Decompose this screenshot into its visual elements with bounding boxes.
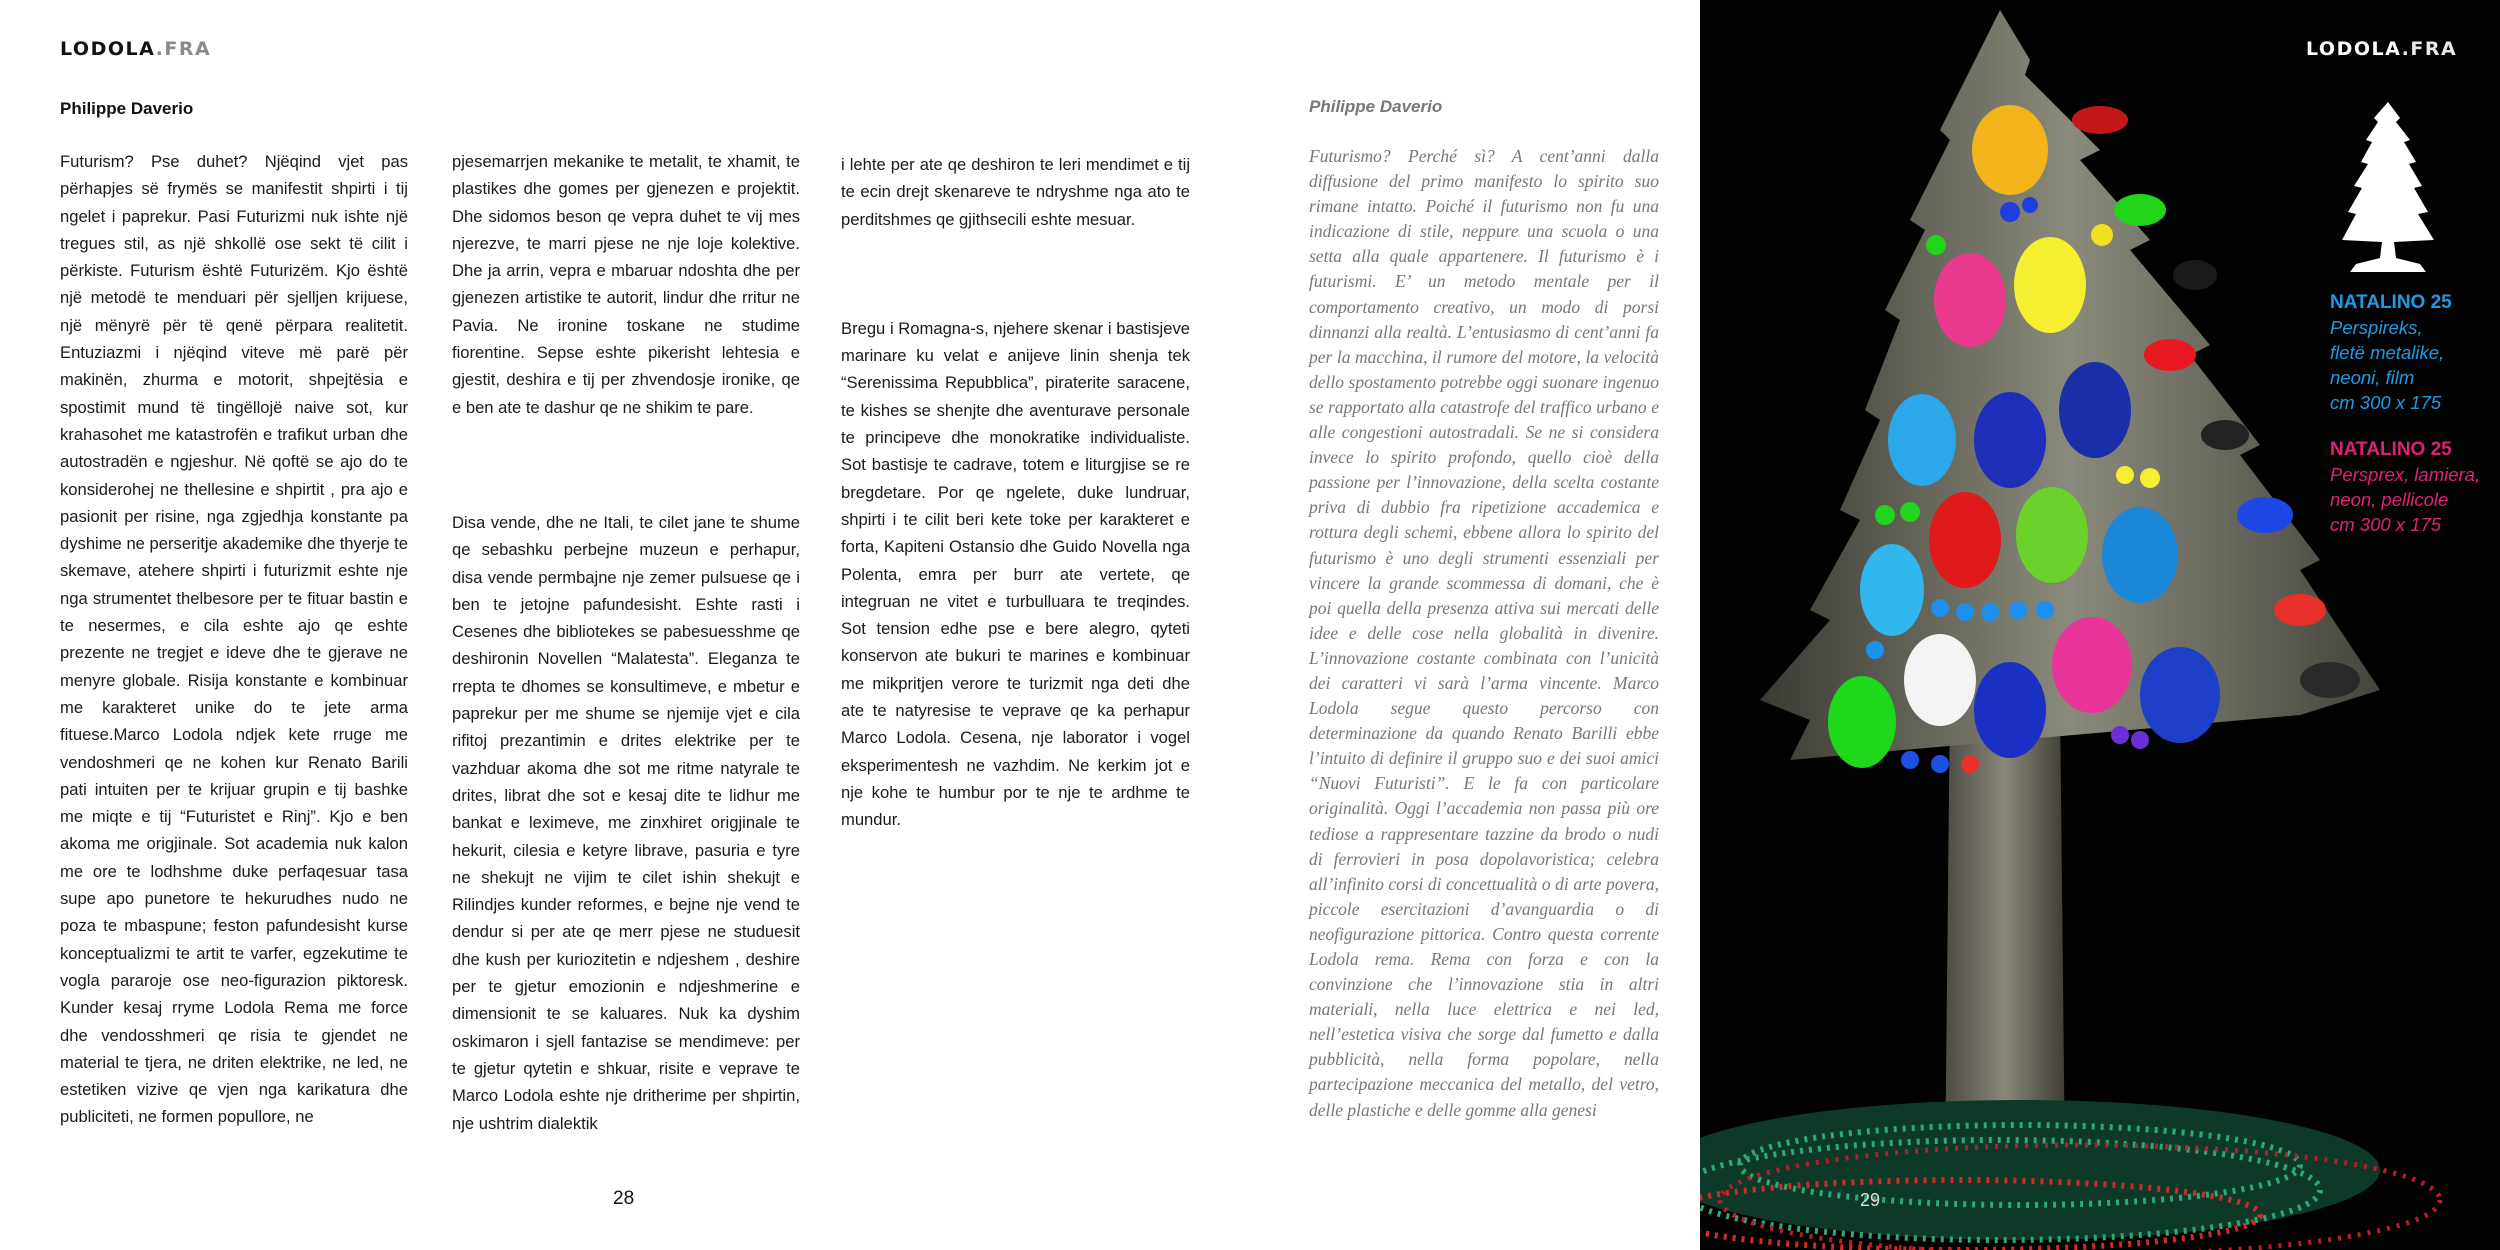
caption-line: cm 300 x 175 bbox=[2330, 514, 2442, 535]
paragraph: Disa vende, dhe ne Itali, te cilet jane te shume qe sebashku perbejne muzeun e perhapur, disa vende permbajne nje zemer pulsuese qe i ben te jetojne pafundesisht. Eshte rasti i Cesenes dhe bibliotekes se pabesuesshme qe deshironin Novellen “Malatesta”. Eleganza te rrepta te dhomes se konsultimeve, e mbetur e paprekur per me shume se njemije vjet e cila rifitoj prezantimin e drites elektrike per te vazhduar akoma dhe sot me ritme natyrale te drites, librat dhe sot e kesaj dite te lidhur me bankat e leximeve, me zinxhiret origjinale te hekurit, cilesia e ketyre librave, pasuria e tyre ne shekujt ne vijim te cilet ishin shekujt e Rilindjes kunder reformes, e bejne nje vend te dendur si per ate qe merr pjese ne studuesit dhe kush per kuriozitetin e ndjeshem , deshire per te gjetur emozionin e ndjeshmerine e dimensionit te se kaluares. Nuk ka dyshim oskimaron i sjell fantazise se mendimeve: per te gjetur qytetin e shkuar, risite e veprave te Marco Lodola eshte nje dritherime per shpirtin, nje ushtrim dialektik bbox=[452, 512, 800, 1133]
caption-line: fletë metalike, bbox=[2330, 342, 2445, 363]
brand-name: LODOLA bbox=[2306, 38, 2402, 60]
brand-logo-right bbox=[2306, 38, 2457, 60]
caption-line: Perspireks, bbox=[2330, 317, 2423, 338]
caption-line: neon, pellicole bbox=[2330, 489, 2449, 510]
caption-title: NATALINO 25 bbox=[2330, 439, 2452, 460]
author-name: Philippe Daverio bbox=[60, 99, 194, 118]
brand-suffix: .FRA bbox=[2401, 38, 2458, 60]
brand-name: LODOLA bbox=[60, 38, 156, 60]
author-name-italian: Philippe Daverio bbox=[1309, 97, 1443, 116]
brand-suffix: .FRA bbox=[155, 38, 212, 60]
paragraph: Futurismo? Perché sì? A cent’anni dalla diffusione del primo manifesto lo spirito suo rimane intatto. Poiché il futurismo non fu una indicazione di stile, neppure una scuola o una setta alla quale appartenere. Il futurismo è i futurismi. E’ un metodo mentale per il comportamento creativo, un modo di porsi dinnanzi alla realtà. L’entusiasmo di cent’anni fa per la macchina, il rumore del motore, la velocità dello spostamento potrebbe oggi suonare ingenuo se rapportato alla catastrofe del traffico urbano e alle congestioni autostradali. Se ne si considera invece lo spirito profondo, quello cioè della passione per l’innovazione, della scelta costante priva di dubbio fra ripetizione accademica e rottura degli schemi, ebbene allora lo spirito del futurismo è uno degli strumenti essenziali per vincere la grande scommessa di domani, che è poi quella della presenza attiva sui mercati delle idee e delle cose nella globalità in divenire. L’innovazione costante combinata con l’unicità dei caratteri vi sarà l’arma vincente. Marco Lodola segue questo percorso con determinazione da quando Renato Barilli ebbe l’intuito di definire il gruppo suo e dei suoi amici “Nuovi Futuristi”. E le fa con particolare originalità. Oggi l’accademia non passa più ore tediose a rappresentare tazzine da brodo o nudi di ferrovieri in posa dopolavoristica; celebra all’infinito corsi di concettualità o di arte povera, piccole esercitazioni d’avanguardia o di neofigurazione pittorica. Contro questa corrente Lodola rema. Rema con forza e con la convinzione che l’innovazione stia in altri materiali, nella luce elettrica e nei led, nell’estetica visiva che sorge dal fumetto e dalla pubblicità, nella forma popolare, nella partecipazione meccanica del metallo, del vetro, delle plastiche e delle gomme alla genesi bbox=[1309, 146, 1659, 1120]
paragraph: pjesemarrjen mekanike te metalit, te xhamit, te plastikes dhe gomes per gjenezen e projektit. Dhe sidomos beson qe vepra duhet te vij mes njerezve, te marri pjese ne nje loje kolektive. Dhe ja arrin, vepra e mbaruar ndoshta dhe per gjenezen artistike te autorit, lindur dhe rritur ne Pavia. Ne ironine toskane ne studime fiorentine. Sepse eshte pikerisht lehtesia e gjestit, deshira e tij per zhvendosje ironike, qe e ben ate te dashur qe ne shikim te pare. bbox=[452, 152, 800, 417]
paragraph: Futurism? Pse duhet? Njëqind vjet pas përhapjes së frymës se manifestit shpirti i tij ngelet i paprekur. Pasi Futurizmi nuk ishte një tregues stil, as një shkollë ose sekt të cilit i përkiste. Futurism është Futurizëm. Kjo është një metodë te menduari për sjelljen krijuese, një mënyrë për të qenë përpara realitetit. Entuziazmi i njëqind viteve më parë për makinën, zhurma e motorit, shpejtësia e spostimit mund të tingëllojë naive sot, kur krahasohet me katastrofën e trafikut urban dhe autostradën e ngjeshur. Në qoftë se ajo do te konsiderohej ne thellesine e shpirtit , pra ajo e pasionit per risine, nga zgjedhja konstante pa dyshime ne perseritje akademike dhe thyerje te skemave, atehere shpirti i futurizmit eshte nje nga strumentet thelbesore per te fituar bastin e te nesermes, e cila eshte ajo qe eshte prezente ne tregjet e ideve dhe te gjerave ne menyre globale. Risija konstante e kombinuar me karakteret unike do te jete arma fituese.Marco Lodola ndjek kete rruge me vendoshmeri qe ne kohen kur Renato Barili pati intuiten per te krijuar grupin e tij bashke me miqte e tij “Futuristet e Rinj”. Kjo e ben akoma me origjinale. Sot academia nuk kalon me ore te lodhshme duke perfaqesuar tasa supe apo punetore te hekurudhes nudo ne poza te mbaspune; feston pafundesisht kurse konceptualizmi te artit te varfer, egzekutime te vogla pararoje ose neo-figurazion piktoresk. Kunder kesaj rryme Lodola Rema me force dhe vendosshmeri qe risia te gjendet ne material te tjera, ne driten elektrike, ne led, ne estetiken vizive qe vjen nga karikatura dhe publiciteti, ne formen popullore, ne bbox=[60, 152, 408, 1127]
text-column-1 bbox=[60, 148, 408, 1131]
tree-icon bbox=[2330, 100, 2450, 275]
caption-line: neoni, film bbox=[2330, 367, 2415, 388]
paragraph: i lehte per ate qe deshiron te leri mendimet e tij te ecin drejt skenareve te ndryshme nga ato te perditshmes qe gjithsecili eshte mesuar. bbox=[841, 155, 1190, 229]
text-column-3 bbox=[841, 151, 1190, 834]
caption-line: Persprex, lamiera, bbox=[2330, 464, 2481, 485]
caption-line: cm 300 x 175 bbox=[2330, 392, 2442, 413]
page-number-left: 28 bbox=[613, 1188, 635, 1209]
text-column-2 bbox=[452, 148, 800, 1137]
caption-albanian bbox=[2330, 290, 2452, 415]
page-number-right: 29 bbox=[1860, 1190, 1881, 1210]
paragraph: Bregu i Romagna-s, njehere skenar i bastisjeve marinare ku velat e anijeve linin shenja tek “Serenissima Repubblica”, piraterite saracene, te kishes se shenjte dhe aventurave personale te principeve dhe monokratike individualiste. Sot bastisje te cadrave, totem e liturgjise se re bregdetare. Por qe ngelete, duke lundruar, shpirti i te cilit beri kete toke per karakteret e forta, Kapiteni Ostansio dhe Guido Novella nga Polenta, emra per burr ate vertete, qe integruan ne vitet e turbulluara te treqindes. Sot tension edhe pse e bere alegro, qyteti konservon ate bukuri te marines e kombinuar me mikpritjen verore te turizmit nga deti dhe ate te natyresise te veprave qe ka perhapur Marco Lodola. Cesena, nje laborator i vogel eksperimentesh ne vazhdim. Ne kerkim jot e nje kohe te humbur por te nje te ardhme te mundur. bbox=[841, 318, 1190, 830]
caption-italian bbox=[2330, 437, 2480, 537]
caption-title: NATALINO 25 bbox=[2330, 292, 2452, 313]
brand-logo bbox=[60, 38, 211, 60]
italian-text-column bbox=[1309, 144, 1659, 1123]
